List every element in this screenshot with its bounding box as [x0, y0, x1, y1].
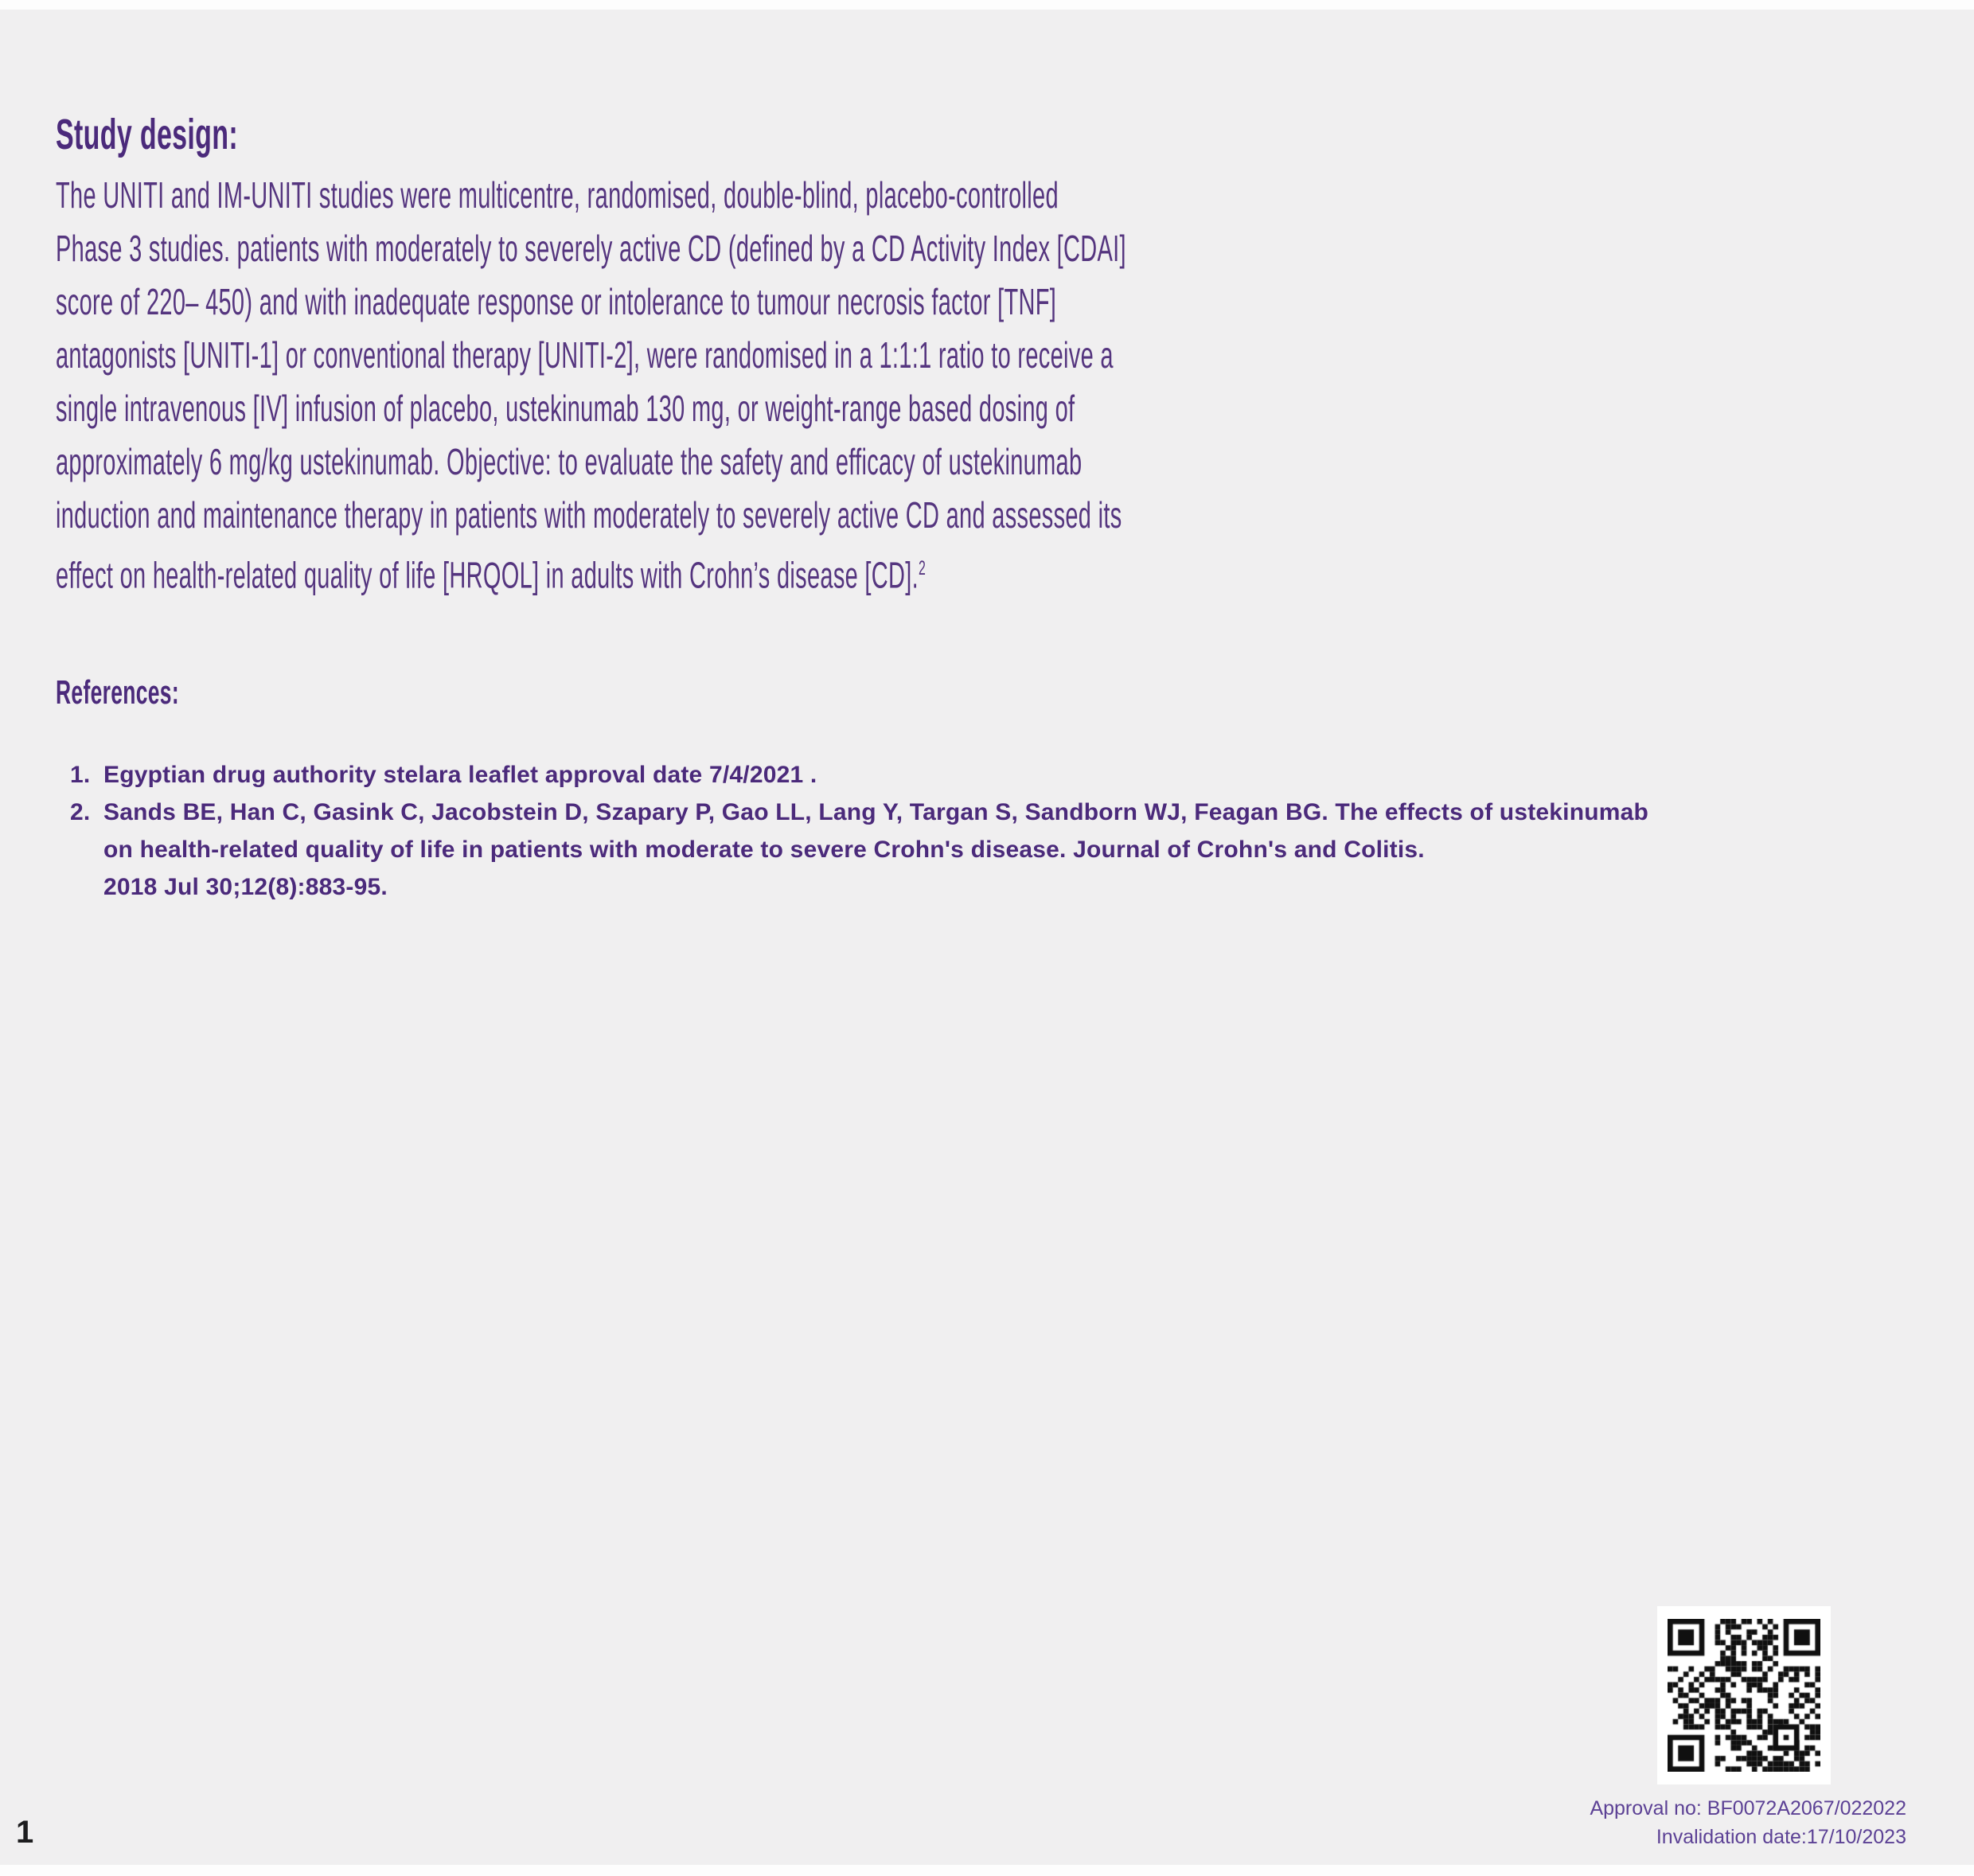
paragraph-line: score of 220– 450) and with inadequate response or intolerance to tumour necrosis factor [TNF]	[56, 281, 1057, 322]
paragraph-line: effect on health-related quality of life [HRQOL] in adults with Crohn’s disease [CD].$^2$	[56, 554, 927, 596]
reference-number: 1.	[70, 762, 91, 788]
approval-number: Approval no: BF0072A2067/022022	[1590, 1797, 1906, 1819]
approval-info	[1590, 1794, 1906, 1851]
study-design-paragraph	[56, 169, 1755, 595]
reference-marker: 2	[919, 557, 927, 579]
reference-item	[70, 794, 1648, 906]
reference-item	[70, 756, 1648, 794]
top-margin	[0, 0, 1974, 10]
paragraph-line: antagonists [UNITI-1] or conventional therapy [UNITI-2], were randomised in a 1:1:1 ratio to receive a	[56, 334, 1114, 376]
paragraph-line: The UNITI and IM-UNITI studies were multicentre, randomised, double-blind, placebo-controlled	[56, 174, 1059, 216]
references-heading-text: References:	[56, 673, 179, 711]
paragraph-line: induction and maintenance therapy in patients with moderately to severely active CD and assessed its	[56, 494, 1122, 536]
qr-code	[1657, 1606, 1831, 1784]
reference-number: 2.	[70, 799, 91, 825]
study-design-heading	[56, 110, 345, 159]
bottom-margin	[0, 1865, 1974, 1876]
paragraph-line: approximately 6 mg/kg ustekinumab. Objective: to evaluate the safety and efficacy of ustekinumab	[56, 441, 1083, 482]
study-design-heading-text: Study design:	[56, 111, 239, 158]
paragraph-line: Phase 3 studies. patients with moderately to severely active CD (defined by a CD Activity Index [CDAI]	[56, 228, 1126, 269]
references-heading	[56, 673, 252, 712]
qr-code-image	[1668, 1619, 1820, 1772]
reference-text: Sands BE, Han C, Gasink C, Jacobstein D, Szapary P, Gao LL, Lang Y, Targan S, Sandborn WJ, Feagan BG. The effects of ustekinumab on health-related quality of life in patients with moderate to severe Crohn's disease. Journal of Crohn's and Colitis. 2018 Jul 30;12(8):883-95.	[103, 799, 1649, 900]
invalidation-date: Invalidation date:17/10/2023	[1656, 1826, 1906, 1848]
paragraph-line: single intravenous [IV] infusion of placebo, ustekinumab 130 mg, or weight-range based dosing of	[56, 388, 1075, 429]
references-list	[70, 756, 1648, 906]
page-number: 1	[16, 1815, 34, 1850]
reference-text: Egyptian drug authority stelara leaflet approval date 7/4/2021 .	[103, 762, 817, 788]
